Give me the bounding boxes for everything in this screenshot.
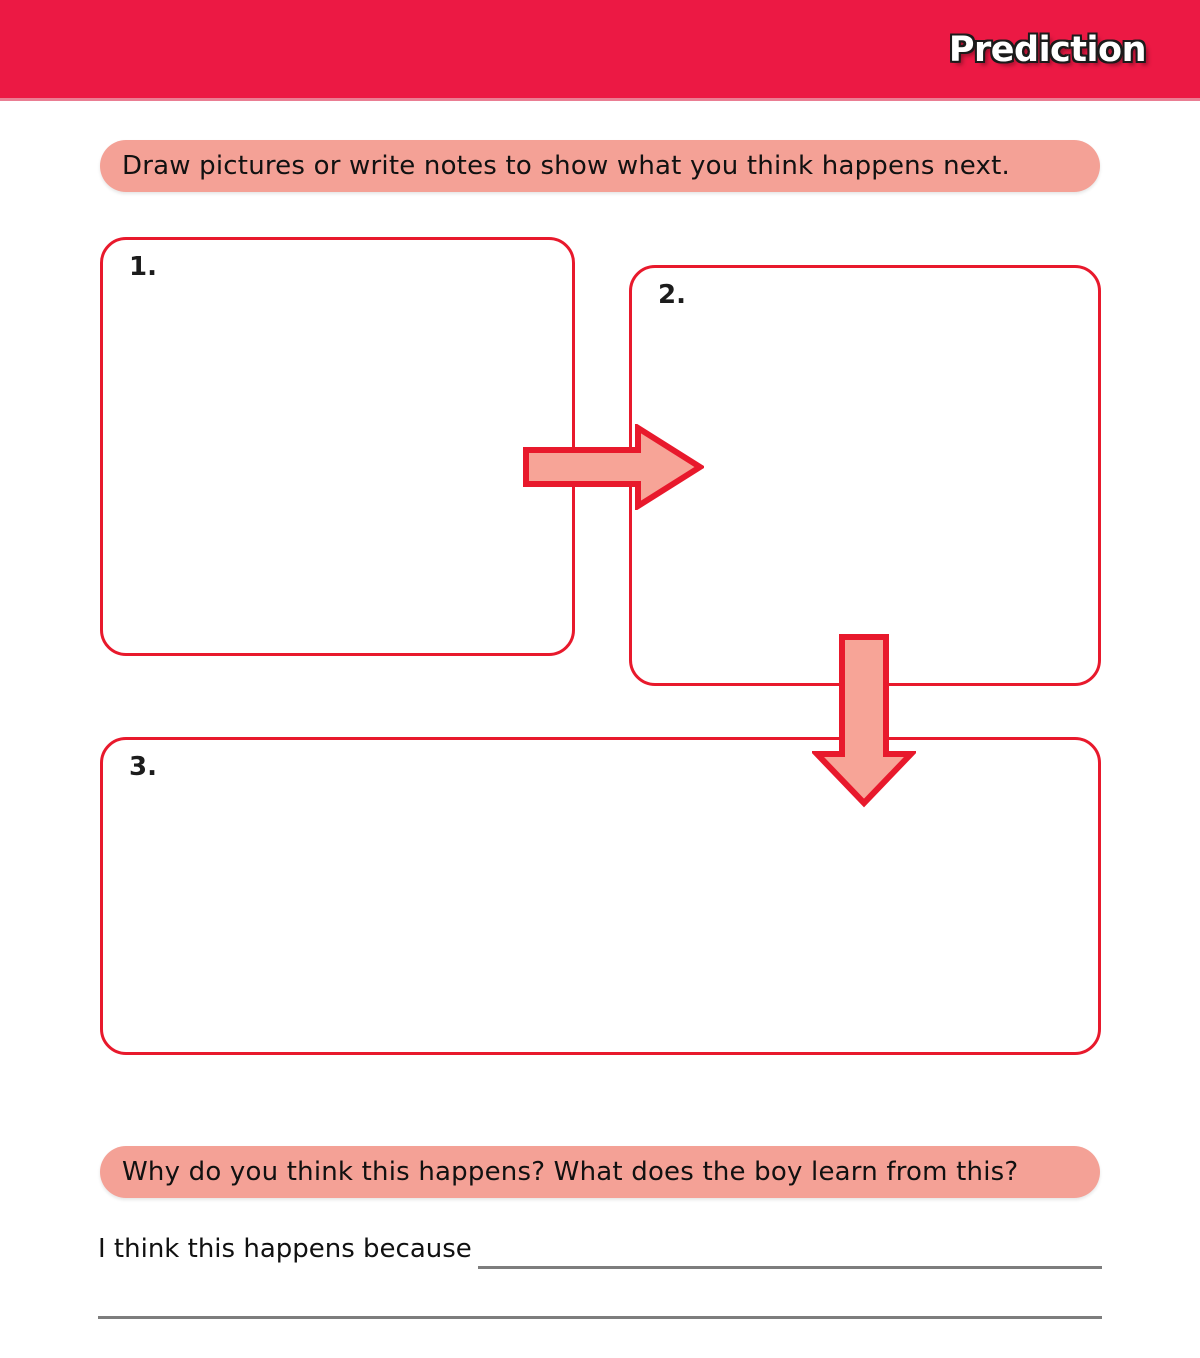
page-title: Prediction xyxy=(948,30,1146,70)
instruction-banner-bottom xyxy=(100,1146,1100,1198)
instruction-banner-top xyxy=(100,140,1100,192)
prediction-box-1-number: 1. xyxy=(129,252,157,282)
prediction-box-3-number: 3. xyxy=(129,752,157,782)
instruction-banner-bottom-text: Why do you think this happens? What does the boy learn from this? xyxy=(122,1157,1019,1187)
answer-writing-line-1[interactable] xyxy=(478,1266,1102,1269)
prediction-box-2-number: 2. xyxy=(658,280,686,310)
arrow-down-icon xyxy=(812,632,916,808)
header-band xyxy=(0,0,1200,98)
answer-writing-line-2[interactable] xyxy=(98,1316,1102,1319)
prediction-box-3[interactable] xyxy=(100,737,1101,1055)
instruction-banner-top-text: Draw pictures or write notes to show what you think happens next. xyxy=(122,151,1010,181)
arrow-right-icon xyxy=(522,424,704,510)
prediction-box-1[interactable] xyxy=(100,237,575,656)
answer-sentence-stem: I think this happens because xyxy=(98,1234,472,1264)
